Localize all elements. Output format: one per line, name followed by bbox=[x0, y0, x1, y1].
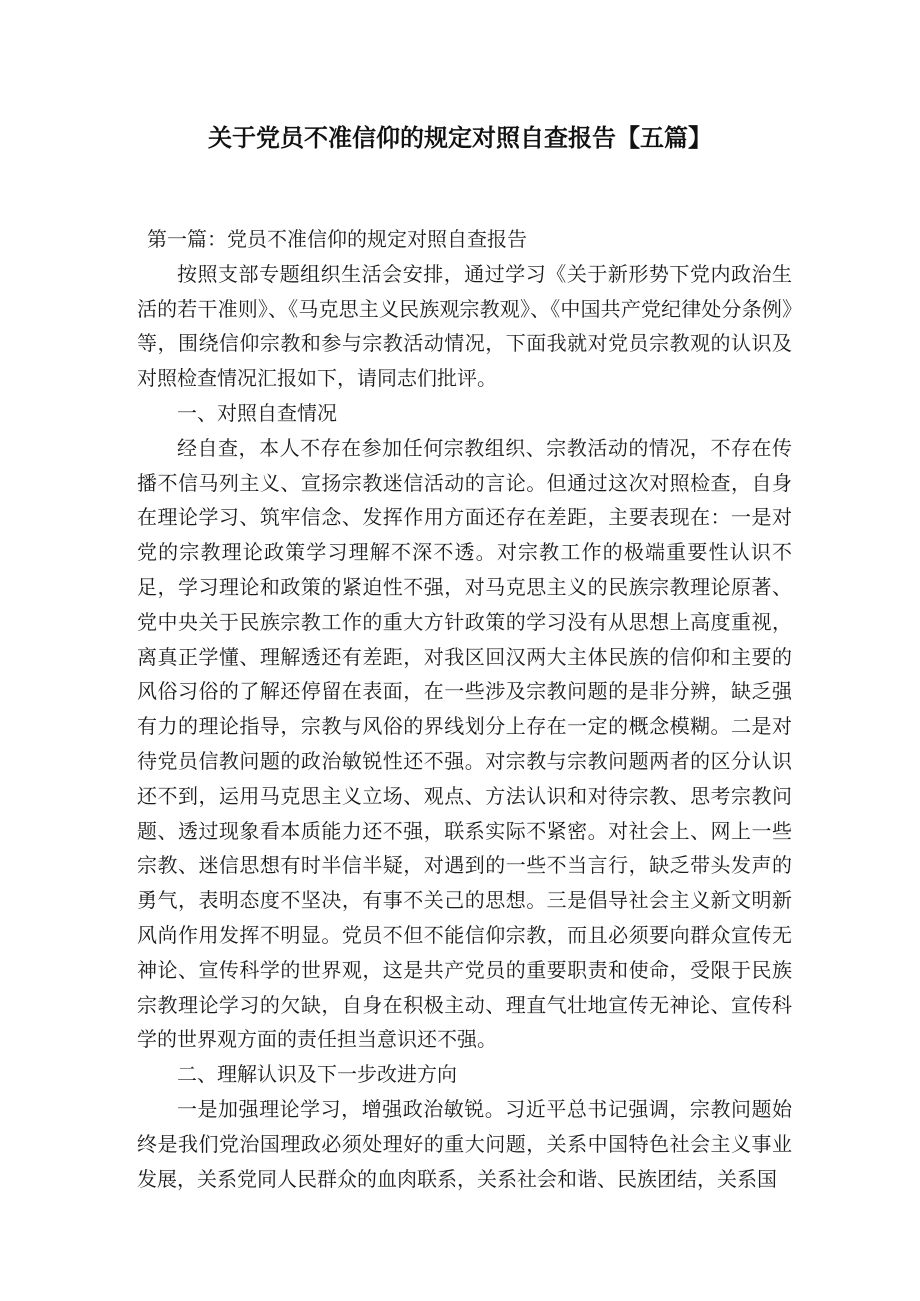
self-check-paragraph: 经自查，本人不存在参加任何宗教组织、宗教活动的情况，不存在传播不信马列主义、宣扬宗教迷信活动的言论。但通过这次对照检查，自身在理论学习、筑牢信念、发挥作用方面还存在差距，主要表现在：一是对党的宗教理论政策学习理解不深不透。对宗教工作的极端重要性认识不足，学习理论和政策的紧迫性不强，对马克思主义的民族宗教理论原著、党中央关于民族宗教工作的重大方针政策的学习没有从思想上高度重视，离真正学懂、理解透还有差距，对我区回汉两大主体民族的信仰和主要的风俗习俗的了解还停留在表面，在一些涉及宗教问题的是非分辨，缺乏强有力的理论指导，宗教与风俗的界线划分上存在一定的概念模糊。二是对待党员信教问题的政治敏锐性还不强。对宗教与宗教问题两者的区分认识还不到，运用马克思主义立场、观点、方法认识和对待宗教、思考宗教问题、透过现象看本质能力还不强，联系实际不紧密。对社会上、网上一些宗教、迷信思想有时半信半疑，对遇到的一些不当言行，缺乏带头发声的勇气，表明态度不坚决，有事不关己的思想。三是倡导社会主义新文明新风尚作用发挥不明显。党员不但不能信仰宗教，而且必须要向群众宣传无神论、宣传科学的世界观，这是共产党员的重要职责和使命，受限于民族宗教理论学习的欠缺，自身在积极主动、理直气壮地宣传无神论、宣传科学的世界观方面的责任担当意识还不强。 bbox=[137, 435, 792, 1052]
heading-self-check: 一、对照自查情况 bbox=[177, 400, 337, 425]
intro-paragraph: 按照支部专题组织生活会安排，通过学习《关于新形势下党内政治生活的若干准则》、《马克思主义民族观宗教观》、《中国共产党纪律处分条例》等，围绕信仰宗教和参与宗教活动情况，下面我就对党员宗教观的认识及对照检查情况汇报如下，请同志们批评。 bbox=[137, 261, 792, 391]
document-title: 关于党员不准信仰的规定对照自查报告【五篇】 bbox=[208, 124, 712, 152]
improvement-paragraph: 一是加强理论学习，增强政治敏锐。习近平总书记强调，宗教问题始终是我们党治国理政必须处理好的重大问题，关系中国特色社会主义事业发展，关系党同人民群众的血肉联系，关系社会和谐、民族团结，关系国 bbox=[137, 1096, 792, 1191]
document-body bbox=[137, 222, 792, 1196]
heading-improvement: 二、理解认识及下一步改进方向 bbox=[177, 1062, 457, 1087]
section-heading: 第一篇：党员不准信仰的规定对照自查报告 bbox=[147, 227, 527, 251]
